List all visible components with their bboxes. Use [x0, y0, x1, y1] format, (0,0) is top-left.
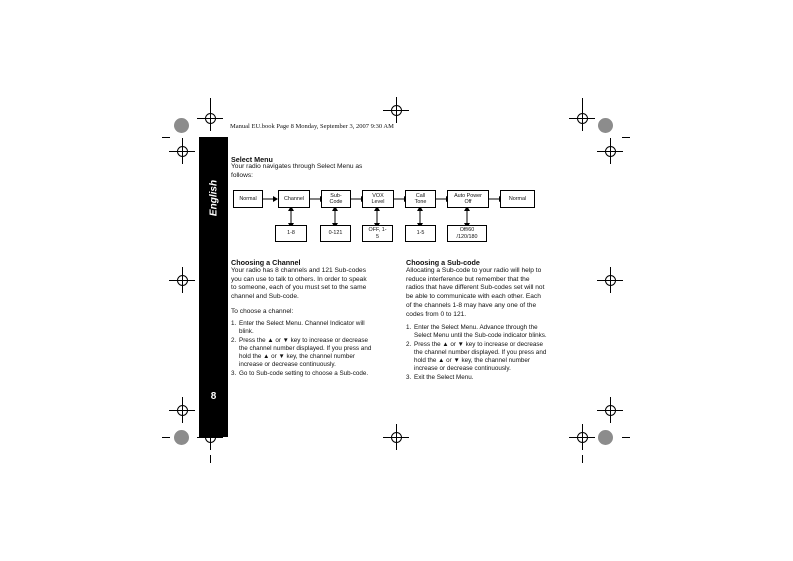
choose-channel-lead: To choose a channel:: [231, 308, 294, 315]
language-label: English: [208, 179, 219, 217]
choosing-sub-code-paragraph: Allocating a Sub-code to your radio will help to reduce interference but remember that the radios that have different Sub-codes set will not be able to communicate with each other. Each of the channels 1-8 may have any one of the codes from 0 to 121.: [406, 267, 545, 318]
list-item: 2. Press the ▲ or ▼ key to increase or decrease the channel number displayed. If you press and hold the ▲ or ▼ key, the channel number increase or decrease continuously.: [231, 336, 372, 369]
list-item: 3. Go to Sub-code setting to choose a Sub-code.: [231, 369, 369, 377]
channel-steps-list: [231, 320, 406, 378]
list-item: 1. Enter the Select Menu. Advance through the Select Menu until the Sub-code indicator blinks.: [406, 324, 547, 340]
menu-box-channel: Channel: [278, 190, 310, 208]
menu-box-normal-start: Normal: [233, 190, 263, 208]
menu-box-sub-code: Sub- Code: [321, 190, 351, 208]
range-box-call-tone: 1-5: [405, 225, 436, 242]
page-number: 8: [210, 391, 217, 402]
select-menu-intro: Your radio navigates through Select Menu as follows:: [231, 163, 363, 179]
menu-box-normal-end: Normal: [500, 190, 535, 208]
select-menu-title: Select Menu: [231, 155, 273, 164]
menu-box-auto-power-off: Auto Power Off: [447, 190, 489, 208]
choosing-sub-code-title: Choosing a Sub-code: [406, 258, 480, 267]
list-item: 3. Exit the Select Menu.: [406, 373, 474, 381]
list-item: 2. Press the ▲ or ▼ key to increase or decrease the channel number displayed. If you press and hold the ▲ or ▼ key, the channel number increase or decrease continuously.: [406, 340, 547, 373]
menu-box-vox-level: VOX Level: [362, 190, 394, 208]
range-box-sub-code: 0-121: [320, 225, 351, 242]
range-box-vox-level: OFF, 1- 5: [362, 225, 393, 242]
page-header: Manual EU.book Page 8 Monday, September 3, 2007 9:30 AM: [230, 123, 394, 130]
range-box-auto-power-off: Off/60 /120/180: [447, 225, 487, 242]
list-item: 1. Enter the Select Menu. Channel Indicator will blink.: [231, 320, 365, 336]
menu-box-call-tone: Call Tone: [405, 190, 436, 208]
choosing-channel-paragraph: Your radio has 8 channels and 121 Sub-codes you can use to talk to others. In order to speak to someone, each of you must set to the same channel and Sub-code.: [231, 267, 367, 301]
range-box-channel: 1-8: [275, 225, 307, 242]
choosing-channel-title: Choosing a Channel: [231, 258, 301, 267]
sub-code-steps-list: [406, 324, 582, 382]
